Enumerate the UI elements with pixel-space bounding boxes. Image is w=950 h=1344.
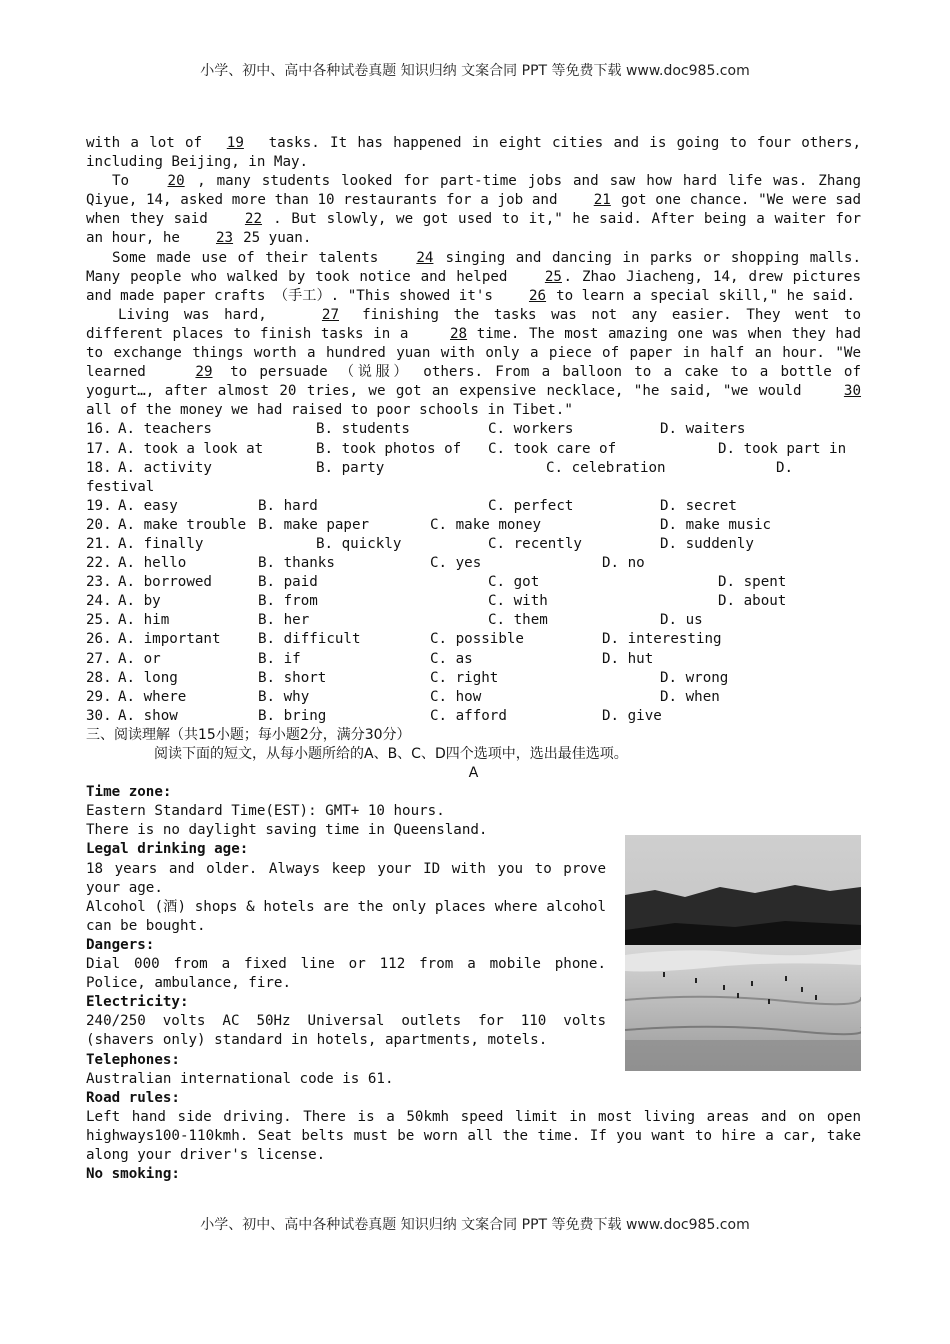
option-row-26: 26. A. important B. difficult C. possible D. interesting [86, 631, 722, 648]
info-heading: No smoking: [86, 1166, 180, 1183]
option-row-17: 17. A. took a look at B. took photos of C. took care of D. took part in [86, 440, 847, 457]
section-instruction: 阅读下面的短文，从每小题所给的A、B、C、D四个选项中，选出最佳选项。 [154, 746, 628, 762]
lake-photo [625, 835, 861, 1071]
info-heading: Dangers: [86, 936, 155, 953]
blank-21: 21 [593, 192, 611, 209]
info-text: There is no daylight saving time in Queensland. [86, 822, 488, 839]
page-header: 小学、初中、高中各种试卷真题 知识归纳 文案合同 PPT 等免费下载 www.doc985.com [200, 63, 750, 79]
blank-27: 27 [321, 306, 340, 323]
option-row-18: 18. A. activity B. party C. celebration D. [86, 459, 794, 476]
blank-26: 26 [528, 287, 547, 304]
info-text: Left hand side driving. There is a 50kmh speed limit in most living areas and on open highways100-110kmh. Seat belts must be worn all the time. If you want to hire a car, take along your driver's license. [86, 1108, 861, 1163]
info-heading: Road rules: [86, 1089, 180, 1106]
option-row-23: 23. A. borrowed B. paid C. got D. spent [86, 574, 787, 591]
passage-paragraph: Some made use of their talents 24 singing and dancing in parks or shopping malls. Many people who walked by took notice and helped 25. Zhao Jiacheng, 14, drew pictures and made paper crafts （手工）. "This showed it's 26 to learn a special skill," he said. [86, 249, 861, 306]
section-title: 三、阅读理解（共15小题；每小题2分，满分30分） [86, 726, 411, 743]
option-row-18-wrap: festival [86, 478, 155, 495]
page-footer: 小学、初中、高中各种试卷真题 知识归纳 文案合同 PPT 等免费下载 www.doc985.com [200, 1217, 750, 1233]
option-row-16: 16. A. teachers B. students C. workers D. waiters [86, 421, 746, 438]
info-text: Eastern Standard Time(EST): GMT+ 10 hours. [86, 803, 445, 820]
passage-paragraph: To 20 , many students looked for part-time jobs and saw how hard life was. Zhang Qiyue, 14, asked more than 10 restaurants for a job and 21 got one chance. "We were sad when they said 22 . But slowly, we got used to it," he said. After being a waiter for an hour, he 23 25 yuan. [86, 172, 861, 248]
info-text: Dial 000 from a fixed line or 112 from a mobile phone. Police, ambulance, fire. [86, 956, 606, 992]
info-text: 18 years and older. Always keep your ID with you to prove your age. [86, 860, 606, 896]
option-row-24: 24. A. by B. from C. with D. about [86, 593, 787, 610]
blank-28: 28 [450, 325, 468, 342]
option-row-30: 30. A. show B. bring C. afford D. give [86, 707, 662, 724]
passage-label: A [468, 765, 479, 782]
option-row-19: 19. A. easy B. hard C. perfect D. secret [86, 497, 737, 514]
info-text: Australian international code is 61. [86, 1070, 394, 1087]
blank-19: 19 [226, 135, 244, 151]
blank-25: 25 [544, 268, 562, 285]
option-row-22: 22. A. hello B. thanks C. yes D. no [86, 555, 645, 572]
option-list [86, 420, 861, 726]
info-text: Alcohol (酒) shops & hotels are the only places where alcohol can be bought. [86, 898, 606, 934]
option-row-20: 20. A. make trouble B. make paper C. make money D. make music [86, 516, 772, 533]
option-row-29: 29. A. where B. why C. how D. when [86, 688, 720, 705]
blank-24: 24 [416, 249, 434, 266]
blank-30: 30 [843, 383, 862, 400]
passage-paragraph: with a lot of 19 tasks. It has happened in eight cities and is going to four others, including Beijing, in May. [86, 135, 862, 171]
info-heading: Time zone: [86, 784, 172, 801]
blank-29: 29 [195, 364, 213, 381]
option-row-21: 21. A. finally B. quickly C. recently D. suddenly [86, 535, 754, 552]
info-heading: Electricity: [86, 994, 189, 1011]
info-heading: Legal drinking age: [86, 841, 249, 858]
blank-23: 23 [215, 230, 234, 247]
blank-20: 20 [167, 173, 185, 190]
passage-paragraph: Living was hard, 27 finishing the tasks was not any easier. They went to different places to finish tasks in a 28 time. The most amazing one was when they had to exchange things worth a hundred yuan with only a piece of paper in half an hour. "We learned 29 to persuade （说服） others. From a balloon to a cake to a bottle of yogurt…, after almost 20 tries, we got an expensive necklace, "he said, "we would 30 all of the money we had raised to poor schools in Tibet." [86, 306, 862, 419]
blank-22: 22 [244, 211, 263, 228]
info-heading: Telephones: [86, 1051, 180, 1068]
option-row-28: 28. A. long B. short C. right D. wrong [86, 669, 729, 686]
option-row-25: 25. A. him B. her C. them D. us [86, 612, 703, 629]
info-text: 240/250 volts AC 50Hz Universal outlets for 110 volts (shavers only) standard in hotels, apartments, motels. [86, 1013, 606, 1049]
option-row-27: 27. A. or B. if C. as D. hut [86, 650, 654, 667]
